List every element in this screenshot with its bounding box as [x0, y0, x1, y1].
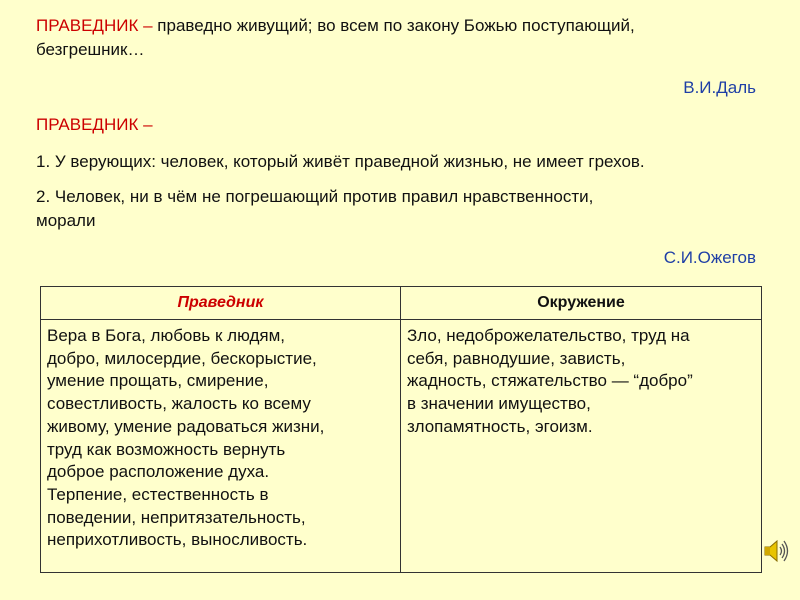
cell-line: поведении, непритязательность, [47, 507, 306, 527]
definition-item-2-line2: морали [36, 211, 96, 230]
cell-line: труд как возможность вернуть [47, 439, 286, 459]
definition-item-1: 1. У верующих: человек, который живёт праведной жизнью, не имеет грехов. [36, 152, 645, 171]
cell-okruzhenie-traits [401, 320, 762, 573]
cell-line: жадность, стяжательство — “добро” [407, 371, 693, 391]
term-label: ПРАВЕДНИК [36, 16, 139, 35]
cell-line: себя, равнодушие, зависть, [407, 348, 626, 368]
cell-line: умение прощать, смирение, [47, 371, 269, 391]
definition-item-2-line1: 2. Человек, ни в чём не погрешающий против правил нравственности, [36, 187, 594, 206]
cell-line: Вера в Бога, любовь к людям, [47, 326, 285, 345]
definition-item-2 [36, 185, 761, 233]
cell-line: злопамятность, эгоизм. [407, 416, 593, 436]
header-pravednik: Праведник [41, 287, 401, 320]
cell-line: Терпение, естественность в [47, 484, 269, 504]
cell-line: живому, умение радоваться жизни, [47, 416, 325, 436]
definition-dal [36, 14, 761, 62]
definition-text: праведно живущий; во всем по закону Божью поступающий, [152, 16, 635, 35]
term-dash: – [143, 115, 153, 134]
cell-line: в значении имущество, [407, 394, 591, 414]
table-row [41, 320, 762, 573]
term-dash: – [143, 16, 153, 35]
definition-text-cont: безгрешник… [36, 40, 145, 59]
cell-line: добро, милосердие, бескорыстие, [47, 348, 317, 368]
speaker-icon[interactable] [762, 538, 790, 564]
author-dal: В.И.Даль [683, 78, 756, 97]
comparison-table [40, 286, 762, 573]
author-ozhegov: С.И.Ожегов [663, 248, 756, 267]
cell-line: совестливость, жалость ко всему [47, 394, 311, 414]
cell-line: доброе расположение духа. [47, 462, 270, 482]
term-label: ПРАВЕДНИК [36, 115, 139, 134]
definition-ozhegov-heading [36, 113, 761, 137]
cell-line: Зло, недоброжелательство, труд на [407, 326, 690, 345]
header-okruzhenie: Окружение [401, 287, 762, 320]
cell-line: неприхотливость, выносливость. [47, 530, 308, 550]
cell-pravednik-traits [41, 320, 401, 573]
table-header-row [41, 287, 762, 320]
